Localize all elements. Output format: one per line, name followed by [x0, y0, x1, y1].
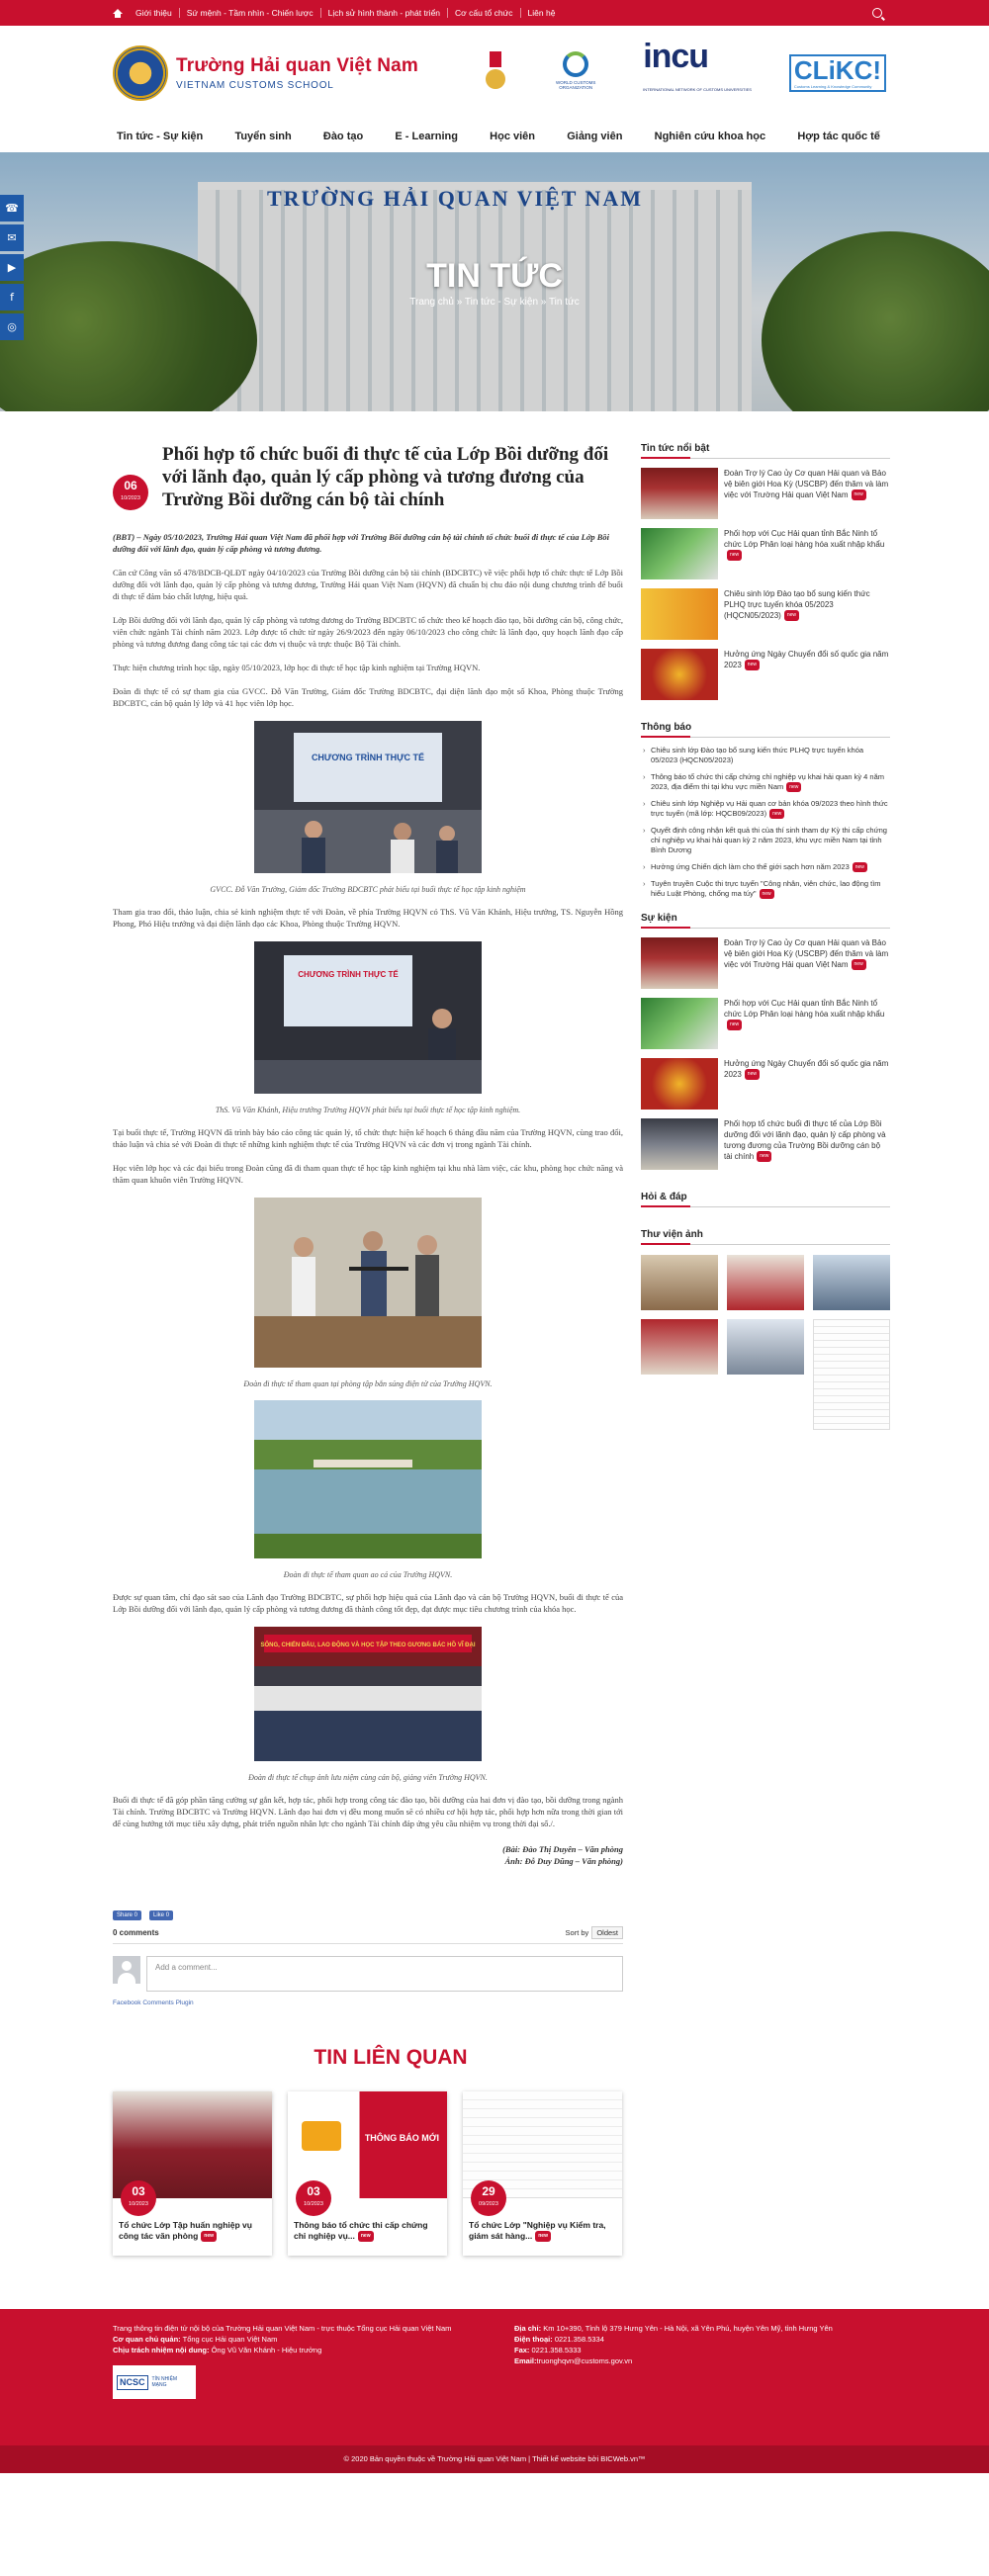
notice-text: Thông báo tổ chức thi cấp chứng chỉ nghiệp vụ khai hải quan kỳ 4 năm 2023, địa điểm thi tại khu vực miền Nam [651, 772, 885, 791]
fax: 0221.358.5333 [531, 2346, 582, 2354]
notice-text: Quyết định công nhận kết quả thi của thí sinh tham dự Kỳ thi cấp chứng chỉ nghiệp vụ khai hải quan kỳ 2 năm 2023, khu vực miền Nam tại tỉnh Bình Dương [651, 826, 887, 855]
nav-international[interactable]: Hợp tác quốc tế [797, 131, 880, 142]
instagram-icon[interactable]: ◎ [0, 313, 24, 340]
main-content [0, 443, 989, 2006]
related-card-title: Thông báo tổ chức thi cấp chứng chỉ nghiệp vụ... [294, 2220, 428, 2241]
site-subtitle: VIETNAM CUSTOMS SCHOOL [176, 80, 334, 91]
email-link[interactable]: truonghqvn@customs.gov.vn [536, 2356, 633, 2365]
list-item[interactable] [641, 528, 890, 579]
article-header [113, 443, 623, 511]
paragraph: Thực hiện chương trình học tập, ngày 05/10/2023, lớp học đi thực tế học tập kinh nghiệm tại Trường HQVN. [113, 663, 481, 672]
list-item[interactable] [641, 1118, 890, 1170]
wco-logo-text: WORLD CUSTOMS ORGANIZATION [555, 80, 596, 90]
megaphone-icon [302, 2121, 341, 2151]
byline-author: (Bài: Đào Thị Duyên – Văn phòng [502, 1844, 623, 1854]
youtube-icon[interactable]: ▶ [0, 254, 24, 281]
clikc-logo-text: CLiKC! [793, 55, 881, 85]
new-badge: new [784, 610, 799, 621]
related-list [0, 2091, 989, 2256]
notices-heading: Thông báo [641, 722, 890, 738]
item-title: Phối hợp tổ chức buổi đi thực tế của Lớp Bồi dưỡng đối với lãnh đạo, quản lý cấp phòng và tương đương của Trường Bồi dưỡng cán bộ tài chính [724, 1119, 886, 1162]
footer-owner: Tổng cục Hải quan Việt Nam [182, 2335, 278, 2344]
incu-logo-text: incu [643, 38, 709, 75]
banner-text: SỐNG, CHIẾN ĐẤU, LAO ĐỘNG VÀ HỌC TẬP THEO GƯƠNG BÁC HỒ VĨ ĐẠI [260, 1643, 476, 1648]
paragraph: Lớp Bồi dưỡng đối với lãnh đạo, quản lý cấp phòng và tương đương do Trường BDCBTC tổ chức theo kế hoạch đào tạo, bồi dưỡng cán bộ, công chức, viên chức ngành Tài chính năm 2023. Lớp được tổ chức từ ngày 26/9/2023 đến ngày 06/10/2023 cho công chức là lãnh đạo, quy hoạch lãnh đạo cấp phòng và tương đương đang công tác tại các đơn vị thuộc và trực thuộc Bộ Tài chính. [113, 615, 623, 649]
fb-comments-plugin-link[interactable]: Facebook Comments Plugin [113, 1999, 194, 2006]
new-badge: new [727, 1020, 742, 1030]
byline-photo: Ảnh: Đỗ Duy Dũng – Văn phòng) [504, 1856, 623, 1866]
date-day: 06 [124, 479, 137, 492]
photo-caption: GVCC. Đỗ Văn Trường, Giám đốc Trường BDCBTC phát biểu tại buổi thực tế học tập kinh nghiệm [210, 885, 526, 894]
facebook-icon[interactable]: f [0, 284, 24, 311]
comment-input[interactable]: Add a comment... [146, 1956, 623, 1992]
comment-count: 0 comments [113, 1928, 159, 1937]
email-label: Email: [514, 2356, 537, 2365]
list-item[interactable] [641, 649, 890, 700]
wco-ring-icon [563, 51, 588, 77]
notice-text: Chiêu sinh lớp Nghiệp vụ Hải quan cơ bản khóa 09/2023 theo hình thức trực tuyến (mã lớp: HQCB09/2023) [651, 799, 888, 819]
top-link-contact[interactable]: Liên hệ [527, 8, 556, 18]
footer-line: Trang thông tin điện tử nội bộ của Trường Hải quan Việt Nam - trực thuộc Tổng cục Hải quan Việt Nam [113, 2324, 452, 2333]
building-sign: TRƯỜNG HẢI QUAN VIỆT NAM [267, 186, 644, 211]
avatar [113, 1956, 140, 1984]
thumbnail [641, 1118, 718, 1170]
item-title: Đoàn Trợ lý Cao ủy Cơ quan Hải quan và Bảo vệ biên giới Hoa Kỳ (USCBP) đến thăm và làm việc với Trường Hải quan Việt Nam [724, 469, 889, 499]
notice-text: Chiêu sinh lớp Đào tạo bổ sung kiến thức PLHQ trực tuyến khóa 05/2023 (HQCN05/2023) [651, 746, 864, 764]
new-badge: new [535, 2231, 551, 2242]
notice-item[interactable] [641, 746, 890, 765]
fb-share-button[interactable]: Share 0 [113, 1910, 141, 1920]
related-news [0, 2046, 989, 2256]
photo-caption: Đoàn đi thực tế tham quan ao cá của Trường HQVN. [283, 1570, 453, 1579]
notice-text: Tuyên truyền Cuộc thi trực tuyến "Công nhân, viên chức, lao động tìm hiểu Luật Phòng, chống ma túy" [651, 879, 881, 899]
date-month: 10/2023 [129, 2201, 148, 2207]
gallery-thumb[interactable] [813, 1255, 890, 1310]
item-title: Hưởng ứng Ngày Chuyển đổi số quốc gia năm 2023 [724, 1059, 889, 1080]
sort-label: Sort by [565, 1928, 589, 1937]
new-badge: new [853, 862, 867, 872]
ncsc-text: TÍN NHIỆM MẠNG [151, 2376, 178, 2388]
slide-text: CHƯƠNG TRÌNH THỰC TẾ [298, 970, 399, 979]
list-item[interactable] [641, 1058, 890, 1110]
paragraph: Buổi đi thực tế đã góp phần tăng cường sự gắn kết, hợp tác, phối hợp trong công tác đào tạo, bồi dưỡng của hai đơn vị đào tạo, bồi dưỡng trong ngành Tài chính. Trường BDCBTC và Trường HQVN. Lãnh đạo hai đơn vị đều mong muốn sẽ có nhiều cơ hội hợp tác, phối hợp hơn nữa trong thời gian tới để cùng hướng tới mục tiêu xây dựng, phát triển nguồn nhân lực cho ngành Tài chính đáp ứng yêu cầu nhiệm vụ trong thời đại số./. [113, 1795, 623, 1828]
address-label: Địa chỉ: [514, 2324, 542, 2333]
top-link-structure[interactable]: Cơ cấu tổ chức [448, 8, 521, 18]
social-sidebar [0, 195, 24, 343]
date-badge [121, 2180, 156, 2216]
new-badge: new [745, 1069, 760, 1080]
thumbnail [641, 649, 718, 700]
nav-news[interactable]: Tin tức - Sự kiện [117, 131, 204, 142]
list-item[interactable] [641, 998, 890, 1049]
date-day: 03 [132, 2184, 145, 2198]
notices-list [641, 746, 890, 899]
gallery-thumb[interactable] [641, 1319, 718, 1375]
thumb-banner-text: THÔNG BÁO MỚI [364, 2133, 439, 2143]
nav-research[interactable]: Nghiên cứu khoa học [654, 131, 766, 142]
home-icon[interactable] [113, 9, 123, 18]
new-badge: new [786, 782, 801, 792]
new-badge: new [757, 1151, 771, 1162]
sidebar [641, 443, 890, 2006]
breadcrumb[interactable]: Trang chủ » Tin tức - Sự kiện » Tin tức [409, 297, 580, 308]
partner-logos [483, 40, 886, 107]
customs-emblem-logo [113, 45, 168, 101]
photo-caption: Đoàn đi thực tế tham quan tại phòng tập bắn súng điện tử của Trường HQVN. [243, 1379, 493, 1388]
wco-logo[interactable] [546, 51, 605, 95]
nav-students[interactable]: Học viên [490, 131, 536, 142]
address: Km 10+390, Tỉnh lộ 379 Hưng Yên - Hà Nội, xã Yên Phú, huyện Yên Mỹ, tỉnh Hưng Yên [543, 2324, 833, 2333]
paragraph: Căn cứ Công văn số 478/BDCB-QLĐT ngày 04/10/2023 của Trường Bồi dưỡng cán bộ tài chính (BDCBTC) về việc phối hợp tổ chức thực tế Lớp Bồi dưỡng đối với lãnh đạo, quản lý cấp phòng và tương đương, Trường Hải quan Việt Nam (HQVN) đã chuẩn bị chu đáo nội dung chương trình để buổi đi thực tế đảm bảo chất lượng, hiệu quả. [113, 568, 623, 601]
medal-logo [483, 51, 508, 95]
search-icon[interactable] [872, 8, 882, 18]
thumbnail [641, 998, 718, 1049]
footer-owner-label: Cơ quan chủ quản: [113, 2335, 181, 2344]
date-badge [113, 475, 148, 510]
gallery-heading: Thư viện ảnh [641, 1229, 890, 1245]
paragraph: Tham gia trao đổi, thảo luận, chia sẻ kinh nghiệm thực tế với Đoàn, về phía Trường HQVN có ThS. Vũ Văn Khánh, Hiệu trưởng, TS. Nguyễn Hồng Phong, Phó Hiệu trưởng và đại diện lãnh đạo các Khoa, Phòng thuộc Trường HQVN. [113, 907, 623, 929]
photo-caption: ThS. Vũ Văn Khánh, Hiệu trưởng Trường HQVN phát biểu tại buổi thực tế học tập kinh nghiệm. [215, 1106, 521, 1114]
new-badge: new [727, 550, 742, 561]
related-card[interactable] [288, 2091, 447, 2256]
footer-resp: Ông Vũ Văn Khánh - Hiệu trưởng [211, 2346, 322, 2354]
footer-resp-label: Chịu trách nhiệm nội dung: [113, 2346, 210, 2354]
fb-like-button[interactable]: Like 0 [149, 1910, 173, 1920]
new-badge: new [745, 660, 760, 670]
notice-item[interactable] [641, 799, 890, 819]
phone-label: Điện thoại: [514, 2335, 553, 2344]
featured-heading: Tin tức nổi bật [641, 443, 890, 459]
new-badge: new [358, 2231, 374, 2242]
article [113, 443, 623, 2006]
sort-select[interactable]: Oldest [591, 1926, 623, 1939]
related-card[interactable] [463, 2091, 622, 2256]
thumbnail [641, 588, 718, 640]
fax-label: Fax: [514, 2346, 530, 2354]
new-badge: new [760, 889, 774, 899]
comments-bar [113, 1928, 623, 1944]
events-heading: Sự kiện [641, 913, 890, 929]
sort-control [566, 1928, 623, 1937]
new-badge: new [852, 489, 866, 500]
item-title: Phối hợp với Cục Hải quan tỉnh Bắc Ninh tổ chức Lớp Phân loại hàng hóa xuất nhập khẩu [724, 999, 885, 1020]
main-nav [0, 121, 989, 152]
ncsc-badge[interactable] [113, 2365, 196, 2399]
top-link-history[interactable]: Lịch sử hình thành - phát triển [321, 8, 448, 18]
clikc-logo[interactable] [789, 54, 886, 92]
qa-heading[interactable]: Hỏi & đáp [641, 1192, 890, 1207]
date-badge [296, 2180, 331, 2216]
photo-shooting-range[interactable] [254, 1198, 482, 1368]
photo-group[interactable] [254, 1627, 482, 1761]
notice-item[interactable] [641, 772, 890, 792]
photo-speaker-director[interactable] [254, 721, 482, 873]
gallery-thumb[interactable] [641, 1255, 718, 1310]
item-title: Hưởng ứng Ngày Chuyển đổi số quốc gia năm 2023 [724, 650, 889, 669]
related-card-title: Tổ chức Lớp Tập huấn nghiệp vụ công tác văn phòng [119, 2220, 252, 2241]
article-byline [113, 1843, 623, 1867]
gallery-thumb[interactable] [727, 1319, 804, 1375]
phone-icon[interactable]: ☎ [0, 195, 24, 222]
list-item[interactable] [641, 937, 890, 989]
page-title: TIN TỨC [426, 257, 563, 295]
nav-lecturers[interactable]: Giảng viên [567, 131, 623, 142]
article-title: Phối hợp tổ chức buổi đi thực tế của Lớp Bồi dưỡng đối với lãnh đạo, quản lý cấp phòng và tương đương của Trường Bồi dưỡng cán bộ tài chính [162, 444, 609, 510]
date-badge [471, 2180, 506, 2216]
item-title: Chiêu sinh lớp Đào tạo bổ sung kiến thức PLHQ trực tuyến khóa 05/2023 (HQCN05/2023) [724, 589, 870, 620]
ncsc-logo: NCSC [117, 2375, 148, 2390]
slide-text: CHƯƠNG TRÌNH THỰC TẾ [311, 753, 425, 762]
article-lead: (BBT) – Ngày 05/10/2023, Trường Hải quan Việt Nam đã phối hợp với Trường Bồi dưỡng cán bộ tài chính tổ chức buổi đi thực tế của Lớp Bồi dưỡng đối với lãnh đạo, quản lý cấp phòng và tương đương. [113, 532, 610, 554]
paragraph: Đoàn đi thực tế có sự tham gia của GVCC. Đỗ Văn Trường, Giám đốc Trường BDCBTC, đại diện lãnh đạo một số Khoa, Phòng thuộc Trường BDCBTC, cán bộ quản lý lớp và 41 học viên lớp học. [113, 686, 623, 708]
related-card[interactable] [113, 2091, 272, 2256]
thumbnail [641, 468, 718, 519]
gallery-thumb[interactable] [727, 1255, 804, 1310]
phone: 0221.358.5334 [554, 2335, 604, 2344]
copyright: © 2020 Bản quyền thuộc về Trường Hải quan Việt Nam | Thiết kế website bởi BICWeb.vn™ [0, 2445, 989, 2473]
paragraph: Học viên lớp học và các đại biểu trong Đoàn cũng đã đi tham quan thực tế học tập kinh nghiệm tại khu nhà làm việc, các khu, phòng học chức năng và thăm quan khuôn viên Trường HQVN. [113, 1163, 623, 1185]
mail-icon[interactable]: ✉ [0, 224, 24, 251]
new-badge: new [769, 809, 784, 819]
clikc-logo-sub: Customs Learning & Knowledge Community [793, 84, 872, 89]
item-title: Phối hợp với Cục Hải quan tỉnh Bắc Ninh tổ chức Lớp Phân loại hàng hóa xuất nhập khẩu [724, 529, 885, 549]
thumbnail [641, 1058, 718, 1110]
photo-principal-speech[interactable] [254, 941, 482, 1094]
list-item[interactable] [641, 468, 890, 519]
date-day: 03 [307, 2184, 320, 2198]
top-link-about[interactable]: Giới thiệu [129, 8, 180, 18]
photo-gallery [641, 1255, 890, 1430]
site-title: Trường Hải quan Việt Nam [176, 55, 418, 76]
nav-training[interactable]: Đào tạo [322, 131, 364, 142]
thumbnail [641, 937, 718, 989]
gallery-document-thumb[interactable] [813, 1319, 890, 1430]
top-links [113, 8, 562, 18]
thumbnail [641, 528, 718, 579]
paragraph: Được sự quan tâm, chỉ đạo sát sao của Lãnh đạo Trường BDCBTC, sự phối hợp hiệu quả của Lãnh đạo và cán bộ Trường HQVN, buổi đi thực tế của Lớp Bồi dưỡng đối với lãnh đạo, quản lý cấp phòng và tương đương đã thành công tốt đẹp, đạt được mục tiêu chương trình của khóa học. [113, 1592, 623, 1614]
site-header [0, 26, 989, 121]
related-title: TIN LIÊN QUAN [314, 2046, 468, 2069]
notice-item[interactable] [641, 826, 890, 855]
incu-logo-sub: INTERNATIONAL NETWORK OF CUSTOMS UNIVERSITIES [643, 87, 752, 92]
date-month: 10/2023 [304, 2201, 323, 2207]
date-month: 10/2023 [121, 495, 140, 501]
related-card-title: Tổ chức Lớp "Nghiệp vụ Kiểm tra, giám sát hàng... [469, 2220, 606, 2241]
paragraph: Tại buổi thực tế, Trường HQVN đã trình bày báo cáo công tác quản lý, tổ chức thực hiện kế hoạch 6 tháng đầu năm của Trường HQVN, cùng trao đổi, thảo luận và chia sẻ với Đoàn đi thực tế những kinh nghiệm thực tế của Trường HQVN và các đơn vị trong ngành Tài chính. [113, 1127, 623, 1149]
nav-elearning[interactable]: E - Learning [395, 131, 458, 142]
notice-text: Hưởng ứng Chiến dịch làm cho thế giới sạch hơn năm 2023 [651, 862, 850, 872]
list-item[interactable] [641, 588, 890, 640]
site-footer [0, 2309, 989, 2473]
comment-box [113, 1956, 623, 1992]
notice-item[interactable] [641, 879, 890, 899]
hero-banner [0, 152, 989, 411]
brand[interactable] [113, 45, 418, 101]
notice-item[interactable] [641, 862, 890, 872]
incu-logo[interactable] [643, 40, 752, 107]
nav-admissions[interactable]: Tuyển sinh [234, 131, 292, 142]
date-month: 09/2023 [479, 2201, 498, 2207]
date-day: 29 [482, 2184, 495, 2198]
new-badge: new [852, 959, 866, 970]
item-title: Đoàn Trợ lý Cao ủy Cơ quan Hải quan và Bảo vệ biên giới Hoa Kỳ (USCBP) đến thăm và làm việc với Trường Hải quan Việt Nam [724, 938, 889, 970]
social-share [113, 1910, 623, 1920]
new-badge: new [201, 2231, 217, 2242]
photo-fish-pond[interactable] [254, 1400, 482, 1558]
top-link-mission[interactable]: Sứ mệnh - Tầm nhìn - Chiến lược [180, 8, 321, 18]
photo-caption: Đoàn đi thực tế chụp ảnh lưu niệm cùng cán bộ, giảng viên Trường HQVN. [248, 1773, 488, 1782]
top-bar [0, 0, 989, 26]
